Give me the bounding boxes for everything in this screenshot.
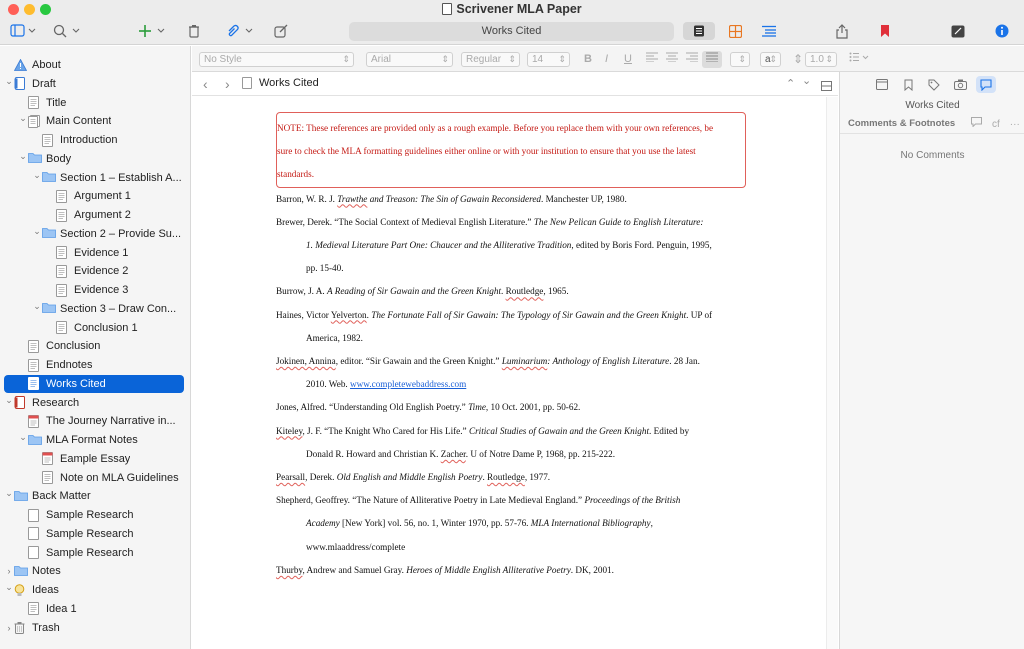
binder-item-label: Notes xyxy=(32,565,61,578)
document-icon xyxy=(56,284,68,297)
document-stack-icon xyxy=(28,115,40,128)
binder-item[interactable] xyxy=(4,525,184,543)
web-link[interactable]: www.completewebaddress.com xyxy=(350,379,467,390)
binder-item[interactable] xyxy=(4,469,184,487)
corkboard-icon xyxy=(729,25,742,38)
binder-item[interactable] xyxy=(4,131,184,149)
document-icon xyxy=(28,340,40,353)
binder-item-label: Conclusion 1 xyxy=(74,321,138,334)
binder-item-label: Ideas xyxy=(32,584,59,596)
citation-entry: Thurby, Andrew and Samuel Gray. Heroes of Middle English Alliterative Poetry. DK, 2001. xyxy=(276,564,614,575)
delete-button[interactable] xyxy=(186,22,202,40)
document-icon xyxy=(42,134,54,147)
binder-item[interactable] xyxy=(4,450,184,468)
binder-item[interactable] xyxy=(4,244,184,262)
binder-item[interactable] xyxy=(4,356,184,374)
folder-icon xyxy=(28,434,40,447)
binder-item[interactable] xyxy=(4,300,184,318)
view-document-button[interactable] xyxy=(683,22,715,40)
folder-icon xyxy=(14,565,26,578)
add-footnote-button[interactable]: cf xyxy=(992,119,1000,130)
binder-item-label: The Journey Narrative in... xyxy=(46,415,176,428)
binder-item-label: Works Cited xyxy=(46,377,106,390)
binder-item-label: About xyxy=(32,59,61,71)
binder-item-label: Conclusion xyxy=(46,340,101,353)
document-icon xyxy=(442,3,452,15)
about-icon xyxy=(14,59,26,72)
corkboard-button[interactable] xyxy=(724,22,746,40)
empty-comments-label: No Comments xyxy=(900,150,965,161)
inspector-panel xyxy=(839,72,1024,649)
comment-tools xyxy=(971,117,1020,130)
disclosure-chevron-icon[interactable]: ⌄ xyxy=(5,582,13,592)
binder-item-label: Section 3 – Draw Con... xyxy=(60,302,177,315)
list-icon xyxy=(849,52,869,62)
binder-item-label: Trash xyxy=(32,621,60,634)
close-window-button[interactable] xyxy=(8,4,19,15)
note-box xyxy=(276,112,746,188)
binder-item[interactable] xyxy=(4,75,184,93)
binder-item-label: Evidence 2 xyxy=(74,265,129,278)
split-editor-button[interactable] xyxy=(821,78,832,94)
info-icon xyxy=(995,24,1009,38)
binder-item[interactable] xyxy=(4,169,184,187)
list-button[interactable] xyxy=(849,52,869,67)
editor-text-area[interactable] xyxy=(192,97,826,649)
titlebar xyxy=(0,0,1024,45)
binder-item[interactable] xyxy=(4,281,184,299)
composition-icon xyxy=(951,25,965,38)
bookmark-icon xyxy=(880,24,890,38)
comment-icon xyxy=(980,79,992,91)
attachment-button[interactable] xyxy=(224,22,256,40)
outliner-button[interactable] xyxy=(758,22,780,40)
pdf-icon xyxy=(42,452,54,465)
draft-icon xyxy=(14,77,26,90)
inspector-title: Works Cited xyxy=(905,100,960,111)
add-button[interactable] xyxy=(137,22,167,40)
align-right-button[interactable] xyxy=(686,52,698,67)
split-icon xyxy=(821,81,832,91)
paperclip-icon xyxy=(225,24,255,38)
binder-item-label: Idea 1 xyxy=(46,602,77,615)
binder-item-label: MLA Format Notes xyxy=(46,434,138,446)
zoom-window-button[interactable] xyxy=(40,4,51,15)
editor-scrollbar[interactable] xyxy=(826,97,838,649)
binder-item[interactable] xyxy=(4,262,184,280)
document-view-icon xyxy=(693,25,705,37)
inspector-tabs xyxy=(840,72,1024,96)
folder-icon xyxy=(42,227,54,240)
blank-document-icon xyxy=(28,509,40,522)
document-icon xyxy=(42,471,54,484)
editor-header xyxy=(192,72,838,96)
binder-item[interactable] xyxy=(4,150,184,168)
document-icon xyxy=(28,96,40,109)
trash-icon xyxy=(188,24,200,38)
document-icon xyxy=(56,265,68,278)
binder-item-label: Title xyxy=(46,96,67,109)
citation-entry: Burrow, J. A. A Reading of Sir Gawain and the Green Knight. Routledge, 1965. xyxy=(276,286,569,297)
tab-snapshots[interactable] xyxy=(950,76,970,93)
document-icon xyxy=(28,602,40,615)
document-icon xyxy=(28,377,40,390)
pdf-icon xyxy=(28,415,40,428)
note-line: NOTE: These references are provided only as a rough example. Before you replace them with your own references, be xyxy=(277,123,714,133)
citation-entry: Jokinen, Annina, editor. “Sir Gawain and the Green Knight.” Luminarium: Anthology of English Literature. 28 Jan. 2010. Web. www.completewebaddress.com xyxy=(276,356,700,390)
citation-entry: Pearsall, Derek. Old English and Middle English Poetry. Routledge, 1977. xyxy=(276,472,551,483)
align-left-button[interactable] xyxy=(646,52,658,67)
italic-button[interactable]: I xyxy=(605,53,609,65)
binder-item[interactable] xyxy=(4,562,184,580)
binder-item[interactable] xyxy=(4,56,184,74)
binder-item-label: Back Matter xyxy=(32,490,91,503)
binder-item-label: Sample Research xyxy=(46,509,134,521)
binder-item[interactable] xyxy=(4,431,184,449)
camera-icon xyxy=(954,79,967,90)
binder-item-label: Research xyxy=(32,396,80,409)
disclosure-chevron-icon[interactable]: ⌄ xyxy=(5,488,13,499)
search-icon xyxy=(53,24,81,38)
disclosure-chevron-icon[interactable]: ⌄ xyxy=(19,113,27,124)
binder-item[interactable] xyxy=(4,619,184,637)
binder-item-label: Sample Research xyxy=(46,546,134,559)
window-title: Scrivener MLA Paper xyxy=(0,2,1024,16)
binder-item[interactable] xyxy=(4,506,184,524)
document-icon xyxy=(56,190,68,203)
document-icon xyxy=(28,359,40,372)
font-size-select[interactable]: 14 ⇕ xyxy=(527,52,570,67)
binder-item-label: Draft xyxy=(32,77,56,90)
binder-item-label: Main Content xyxy=(46,115,112,128)
justify-button[interactable] xyxy=(702,51,722,68)
notes-icon xyxy=(876,79,888,90)
add-comment-icon xyxy=(971,117,982,127)
binder-item[interactable] xyxy=(4,319,184,337)
blank-document-icon xyxy=(28,546,40,559)
research-icon xyxy=(14,396,26,409)
tab-metadata[interactable] xyxy=(924,76,944,93)
tab-comments[interactable] xyxy=(976,76,996,93)
tab-bookmarks[interactable] xyxy=(898,76,918,93)
binder-item-label: Body xyxy=(46,152,72,165)
tab-notes[interactable] xyxy=(872,76,892,93)
text-color-select[interactable]: a ⇕ xyxy=(760,52,781,67)
blank-document-icon xyxy=(28,527,40,540)
disclosure-chevron-icon[interactable]: › xyxy=(7,622,11,633)
disclosure-chevron-icon[interactable]: ⌄ xyxy=(33,300,41,311)
line-spacing-icon: ⇕ xyxy=(793,52,804,66)
binder-item-label: Section 2 – Provide Su... xyxy=(60,227,182,240)
inspector-toggle-button[interactable] xyxy=(994,22,1010,40)
binder-toggle-button[interactable] xyxy=(8,22,38,40)
share-button[interactable] xyxy=(834,22,850,40)
align-right-icon xyxy=(686,52,698,62)
citation-entry: Shepherd, Geoffrey. “The Nature of Alliterative Poetry in Late Medieval England.” Proceedings of the British Academy [New York] vol. 56, no. 1, Winter 1970, pp. 57-76. MLA International Bibliography, www.mlaaddress/complete xyxy=(276,495,681,552)
forward-button[interactable]: › xyxy=(225,76,230,92)
disclosure-chevron-icon[interactable]: › xyxy=(7,566,11,577)
disclosure-chevron-icon[interactable]: ⌄ xyxy=(5,394,13,405)
next-document-button[interactable]: ⌄ xyxy=(802,75,812,87)
note-line: standards. xyxy=(277,169,314,180)
binder-item[interactable] xyxy=(4,487,184,505)
binder-item[interactable] xyxy=(4,375,184,393)
highlight-color-select[interactable] xyxy=(730,52,750,67)
add-comment-button[interactable] xyxy=(971,119,982,130)
font-weight-select[interactable]: Regular ⇕ xyxy=(461,52,520,67)
more-options-button[interactable]: ··· xyxy=(1009,119,1020,130)
document-icon xyxy=(56,321,68,334)
citation-entry: Brewer, Derek. “The Social Context of Medieval English Literature.” The New Pelican Guide to English Literature: 1. Medieval Literature Part One: Chaucer and the Alliterative Tradition, edited by Boris Ford. Penguin, 1995, pp. 15-40. xyxy=(276,216,712,274)
binder-item-label: Introduction xyxy=(60,134,118,146)
paragraph-style-select[interactable]: No Style ⇕ xyxy=(199,52,354,67)
document-page xyxy=(276,112,746,582)
composition-mode-button[interactable] xyxy=(950,22,966,40)
line-spacing-select[interactable]: 1.0 ⇕ xyxy=(805,52,837,67)
disclosure-chevron-icon[interactable]: ⌄ xyxy=(19,432,27,442)
disclosure-chevron-icon[interactable]: ⌄ xyxy=(33,169,41,180)
document-icon xyxy=(56,246,68,259)
binder-item[interactable] xyxy=(4,581,184,599)
binder-item[interactable] xyxy=(4,187,184,205)
plus-icon xyxy=(138,24,166,38)
outliner-icon xyxy=(762,25,776,37)
trash-icon xyxy=(14,621,26,634)
binder-item[interactable] xyxy=(4,94,184,112)
folder-icon xyxy=(42,171,54,184)
binder-item-label: Evidence 3 xyxy=(74,284,129,296)
bookmark-icon xyxy=(904,79,913,91)
binder-item[interactable] xyxy=(4,112,184,130)
compose-button[interactable] xyxy=(273,22,289,40)
bookmark-button[interactable] xyxy=(878,22,892,40)
citation-entry: Kiteley, J. F. “The Knight Who Cared for His Life.” Critical Studies of Gawain and the Green Knight. Edited by Donald R. Howard and Christian K. Zacher. U of Notre Dame P, 1968, pp. 215-222. xyxy=(276,425,690,459)
citation-entry: Jones, Alfred. “Understanding Old English Poetry.” Time, 10 Oct. 2001, pp. 50-62. xyxy=(276,402,581,413)
note-line: sure to check the MLA formatting guidelines either online or with your institution to ensure that you use the latest xyxy=(277,146,696,157)
binder-item-label: Argument 1 xyxy=(74,190,131,203)
sidebar-icon xyxy=(10,24,36,38)
document-icon xyxy=(56,209,68,222)
align-center-button[interactable] xyxy=(666,52,678,67)
binder-sidebar xyxy=(0,46,191,649)
tag-icon xyxy=(928,79,940,91)
previous-document-button[interactable]: ⌃ xyxy=(786,78,796,90)
compose-icon xyxy=(274,24,288,38)
comments-footnotes-header: Comments & Footnotes xyxy=(848,118,956,129)
folder-icon xyxy=(42,302,54,315)
binder-item[interactable] xyxy=(4,225,184,243)
binder-item[interactable] xyxy=(4,600,184,618)
divider xyxy=(840,133,1024,134)
format-bar xyxy=(192,46,1024,72)
binder-item[interactable] xyxy=(4,394,184,412)
editor-title: Works Cited xyxy=(259,77,319,89)
folder-icon xyxy=(28,152,40,165)
binder-item-label: Section 1 – Establish A... xyxy=(60,171,182,184)
minimize-window-button[interactable] xyxy=(24,4,35,15)
font-family-select[interactable]: Arial ⇕ xyxy=(366,52,453,67)
bold-button[interactable]: B xyxy=(584,53,592,65)
back-button[interactable]: ‹ xyxy=(203,76,208,92)
disclosure-chevron-icon[interactable]: ⌄ xyxy=(19,150,27,161)
underline-button[interactable]: U xyxy=(624,53,632,65)
binder-item-label: Sample Research xyxy=(46,527,134,540)
binder-item-label: Evidence 1 xyxy=(74,246,129,259)
binder-item-label: Endnotes xyxy=(46,359,93,371)
search-button[interactable] xyxy=(52,22,82,40)
binder-item-label: Argument 2 xyxy=(74,209,131,221)
lightbulb-icon xyxy=(14,584,26,597)
align-center-icon xyxy=(666,52,678,62)
binder-item-label: Note on MLA Guidelines xyxy=(60,471,179,484)
folder-icon xyxy=(14,490,26,503)
citation-entry: Haines, Victor Yelverton. The Fortunate Fall of Sir Gawain: The Typology of Sir Gawain and the Green Knight. UP of America, 1982. xyxy=(276,309,713,343)
binder-item[interactable] xyxy=(4,337,184,355)
binder-item-label: Eample Essay xyxy=(60,452,131,465)
disclosure-chevron-icon[interactable]: ⌄ xyxy=(33,225,41,236)
document-icon xyxy=(242,77,252,89)
align-left-icon xyxy=(646,52,658,62)
binder-item[interactable] xyxy=(4,206,184,224)
binder-item[interactable] xyxy=(4,412,184,430)
document-title-field[interactable]: Works Cited xyxy=(349,22,674,41)
justify-icon xyxy=(706,52,718,62)
citation-entry: Barron, W. R. J. Trawthe and Treason: The Sin of Gawain Reconsidered. Manchester UP, 1980. xyxy=(276,193,627,204)
binder-item[interactable] xyxy=(4,544,184,562)
disclosure-chevron-icon[interactable]: ⌄ xyxy=(5,75,13,86)
share-icon xyxy=(836,24,848,39)
